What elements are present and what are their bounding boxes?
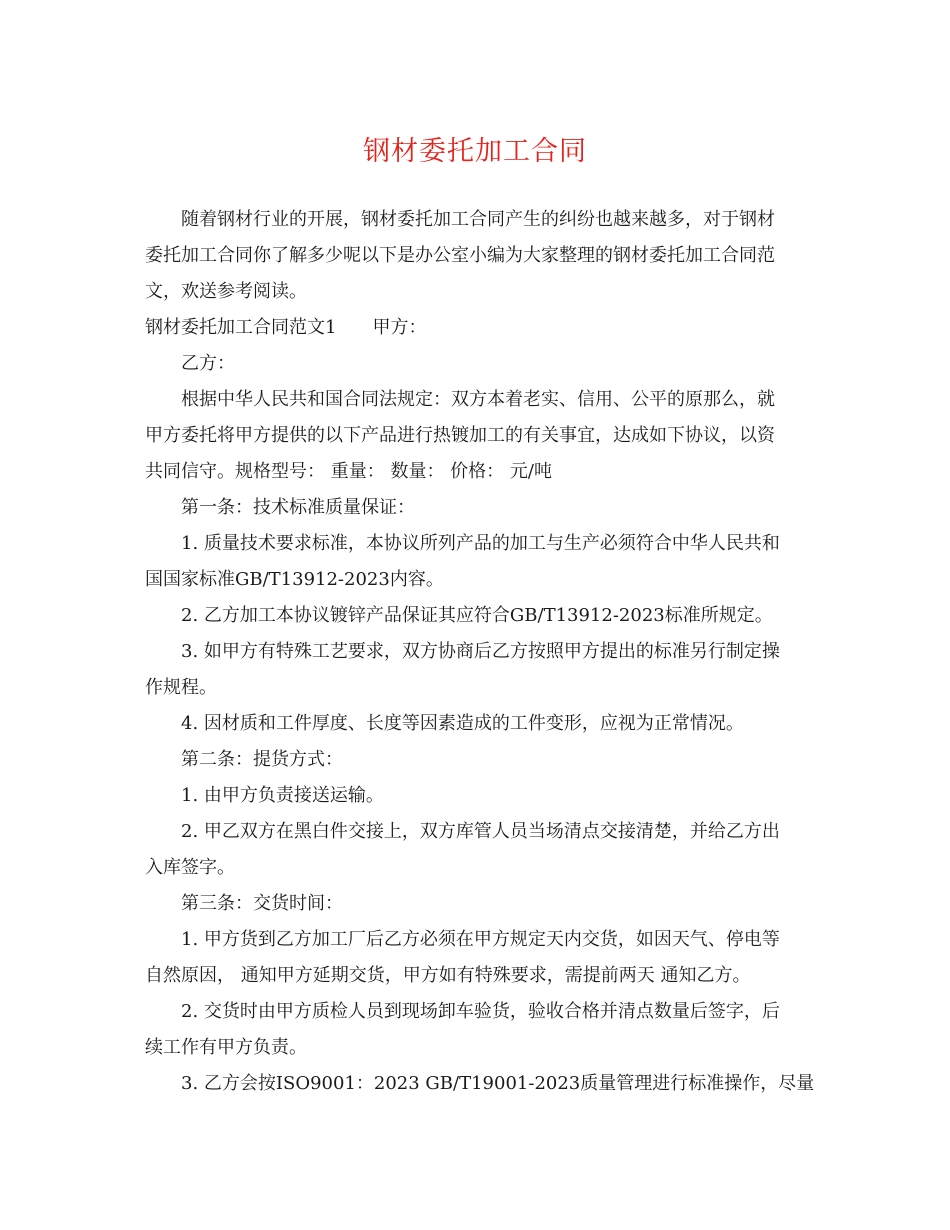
text-line: 第三条：交货时间：: [181, 893, 343, 914]
text-line: 自然原因， 通知甲方延期交货，甲方如有特殊要求，需提前两天 通知乙方。: [145, 965, 751, 986]
text-line: 2. 甲乙双方在黑白件交接上，双方库管人员当场清点交接清楚，并给乙方出: [181, 821, 780, 842]
text-line: 3. 如甲方有特殊工艺要求，双方协商后乙方按照甲方提出的标准另行制定操: [181, 641, 780, 662]
text-line: 1. 由甲方负责接送运输。: [181, 785, 384, 806]
text-line: 续工作有甲方负责。: [145, 1037, 307, 1058]
text-line: 共同信守。规格型号： 重量： 数量： 价格： 元/吨: [145, 461, 552, 482]
text-line: 第一条：技术标准质量保证：: [181, 497, 415, 518]
text-line: 第二条：提货方式：: [181, 749, 343, 770]
text-line: 1. 质量技术要求标准，本协议所列产品的加工与生产必须符合中华人民共和: [181, 533, 780, 554]
text-line: 根据中华人民共和国合同法规定：双方本着老实、信用、公平的原那么，就: [181, 389, 775, 410]
text-line: 作规程。: [145, 677, 217, 698]
text-line: 乙方：: [181, 353, 235, 374]
text-line: 委托加工合同你了解多少呢以下是办公室小编为大家整理的钢材委托加工合同范: [145, 245, 775, 266]
document-body: [145, 202, 815, 1102]
text-line: 3. 乙方会按ISO9001：2023 GB/T19001-2023质量管理进行标准操作，尽量: [181, 1073, 815, 1094]
text-line: 甲方委托将甲方提供的以下产品进行热镀加工的有关事宜，达成如下协议，以资: [145, 425, 775, 446]
text-line: 钢材委托加工合同范文1 甲方：: [145, 317, 427, 338]
text-line: 2. 乙方加工本协议镀锌产品保证其应符合GB/T13912-2023标准所规定。: [181, 605, 773, 626]
text-line: 随着钢材行业的开展，钢材委托加工合同产生的纠纷也越来越多，对于钢材: [181, 209, 775, 230]
text-line: 1. 甲方货到乙方加工厂后乙方必须在甲方规定天内交货，如因天气、停电等: [181, 929, 780, 950]
text-line: 4. 因材质和工件厚度、长度等因素造成的工件变形，应视为正常情况。: [181, 713, 744, 734]
text-line: 国国家标准GB/T13912-2023内容。: [145, 569, 444, 590]
document-title: 钢材委托加工合同: [363, 136, 587, 167]
text-line: 入库签字。: [145, 857, 235, 878]
text-line: 2. 交货时由甲方质检人员到现场卸车验货，验收合格并清点数量后签字，后: [181, 1001, 780, 1022]
text-line: 文，欢送参考阅读。: [145, 281, 307, 302]
